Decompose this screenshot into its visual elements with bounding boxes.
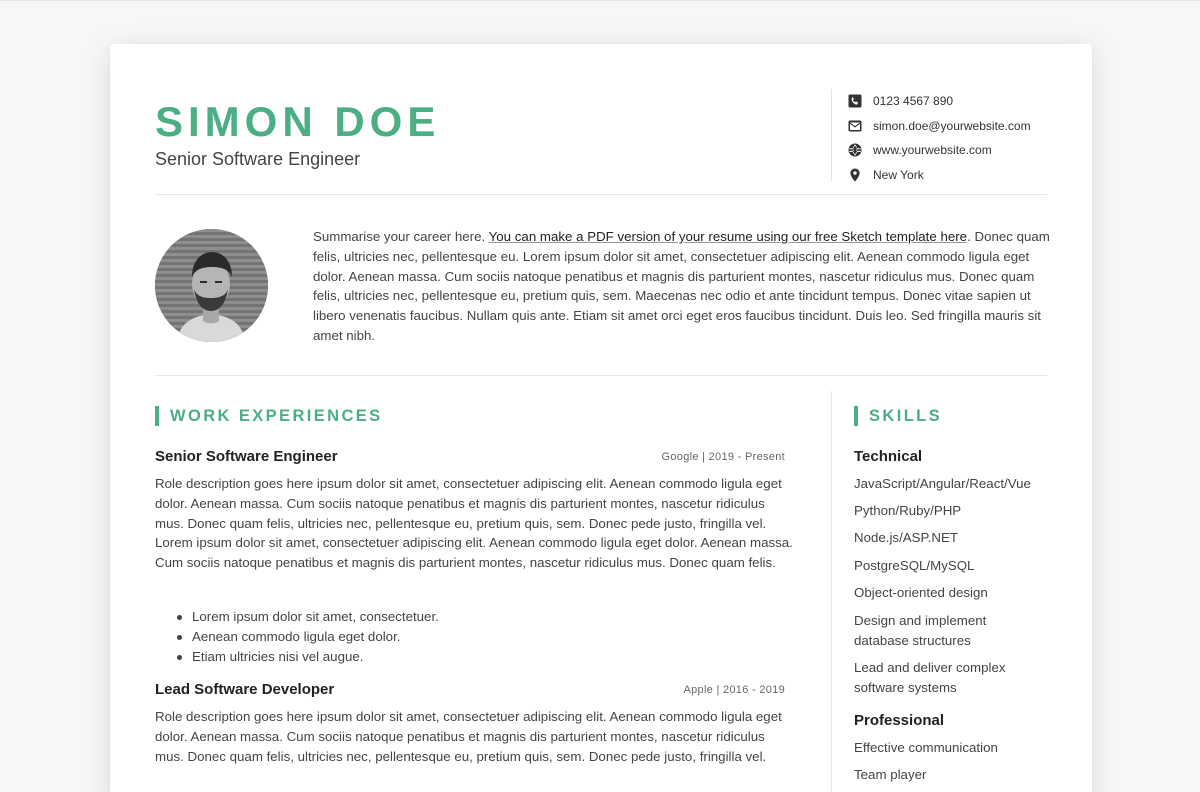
work-experiences-title: WORK EXPERIENCES (170, 406, 383, 425)
skills-heading (854, 406, 942, 426)
contact-details (831, 89, 1071, 181)
heading-accent-bar (155, 406, 159, 426)
job-1-meta: Google | 2019 - Present (661, 451, 785, 463)
heading-accent-bar (854, 406, 858, 426)
career-summary (313, 227, 1053, 346)
sketch-template-link[interactable]: You can make a PDF version of your resume using our free Sketch template here (488, 229, 968, 244)
work-experiences-heading (155, 406, 383, 426)
summary-divider (155, 375, 1047, 376)
profile-photo (155, 229, 268, 342)
contact-location-text: New York (873, 167, 924, 182)
location-pin-icon (848, 168, 862, 182)
job-1-title: Senior Software Engineer (155, 448, 338, 465)
contact-email[interactable] (848, 114, 1071, 139)
job-2-description: Role description goes here ipsum dolor sit amet, consectetuer adipiscing elit. Aenean commodo ligula eget dolor. Aenean massa. Cum sociis natoque penatibus et magnis dis parturient montes, nascetur ridiculus mus. Donec quam felis, ultricies nec, pellentesque eu, pretium quis, sem. Donec pede justo, fringilla vel. (155, 709, 782, 764)
job-1-description: Role description goes here ipsum dolor sit amet, consectetuer adipiscing elit. Aenean commodo ligula eget dolor. Aenean massa. Cum sociis natoque penatibus et magnis dis parturient montes, nascetur ridiculus mus. Donec quam felis, ultricies nec, pellentesque eu, pretium quis, sem. Donec pede justo, fringilla vel. Lorem ipsum dolor sit amet, consectetuer adipiscing elit. Aenean commodo ligula eget dolor. Aenean massa. Cum sociis natoque penatibus et magnis dis parturient montes, nascetur ridiculus mus. Donec quam felis. (155, 476, 793, 571)
skill-item: Lead and deliver complex software systems (854, 660, 1006, 695)
candidate-name: SIMON DOE (155, 98, 441, 145)
list-item: Etiam ultricies nisi vel augue. (155, 647, 795, 667)
contact-website-text[interactable]: www.yourwebsite.com (873, 143, 992, 158)
contact-phone-text: 0123 4567 890 (873, 94, 954, 109)
summary-body: . Donec quam felis, ultricies nec, pellentesque eu. Lorem ipsum dolor sit amet, consectetuer adipiscing elit. Aenean commodo ligula eget dolor. Aenean massa. Cum sociis natoque penatibus et magnis dis parturient montes, nascetur ridiculus mus. Donec quam felis, ultricies nec, pellentesque eu, pretium quis, sem. Maecenas nec odio et ante tincidunt tempus. Donec vitae sapien ut libero venenatis faucibus. Nullam quis ante. Etiam sit amet orci eget eros faucibus tincidunt. Duis leo. Sed fringilla mauris sit amet nibh. (313, 229, 1050, 343)
professional-skills-title: Professional (854, 712, 945, 729)
page-top-border (0, 0, 1200, 1)
skill-item: JavaScript/Angular/React/Vue (854, 476, 1031, 491)
skills-title: SKILLS (869, 406, 943, 425)
contact-website[interactable] (848, 138, 1071, 163)
phone-icon (848, 94, 862, 108)
technical-skills-title: Technical (854, 448, 923, 465)
candidate-role: Senior Software Engineer (155, 149, 361, 169)
header-divider (155, 194, 1047, 195)
skill-item: Object-oriented design (854, 585, 988, 600)
list-item: Aenean commodo ligula eget dolor. (155, 627, 795, 647)
resume-sheet (110, 44, 1092, 792)
job-2-meta: Apple | 2016 - 2019 (683, 684, 785, 696)
contact-email-text[interactable]: simon.doe@yourwebsite.com (873, 118, 1031, 133)
contact-location (848, 163, 1071, 188)
mail-icon (848, 119, 862, 133)
skill-item: Effective communication (854, 740, 998, 755)
skill-item: Design and implement database structures (854, 613, 987, 648)
list-item: Lorem ipsum dolor sit amet, consectetuer. (155, 607, 795, 627)
skill-item: Node.js/ASP.NET (854, 530, 958, 545)
skill-item: Python/Ruby/PHP (854, 503, 962, 518)
globe-icon (848, 143, 862, 157)
contact-phone (848, 89, 1071, 114)
summary-intro: Summarise your career here. (313, 229, 489, 244)
column-divider (831, 391, 832, 792)
skill-item: PostgreSQL/MySQL (854, 558, 975, 573)
skill-item: Team player (854, 767, 927, 782)
job-2-title: Lead Software Developer (155, 681, 335, 698)
job-1-bullets (155, 607, 795, 667)
